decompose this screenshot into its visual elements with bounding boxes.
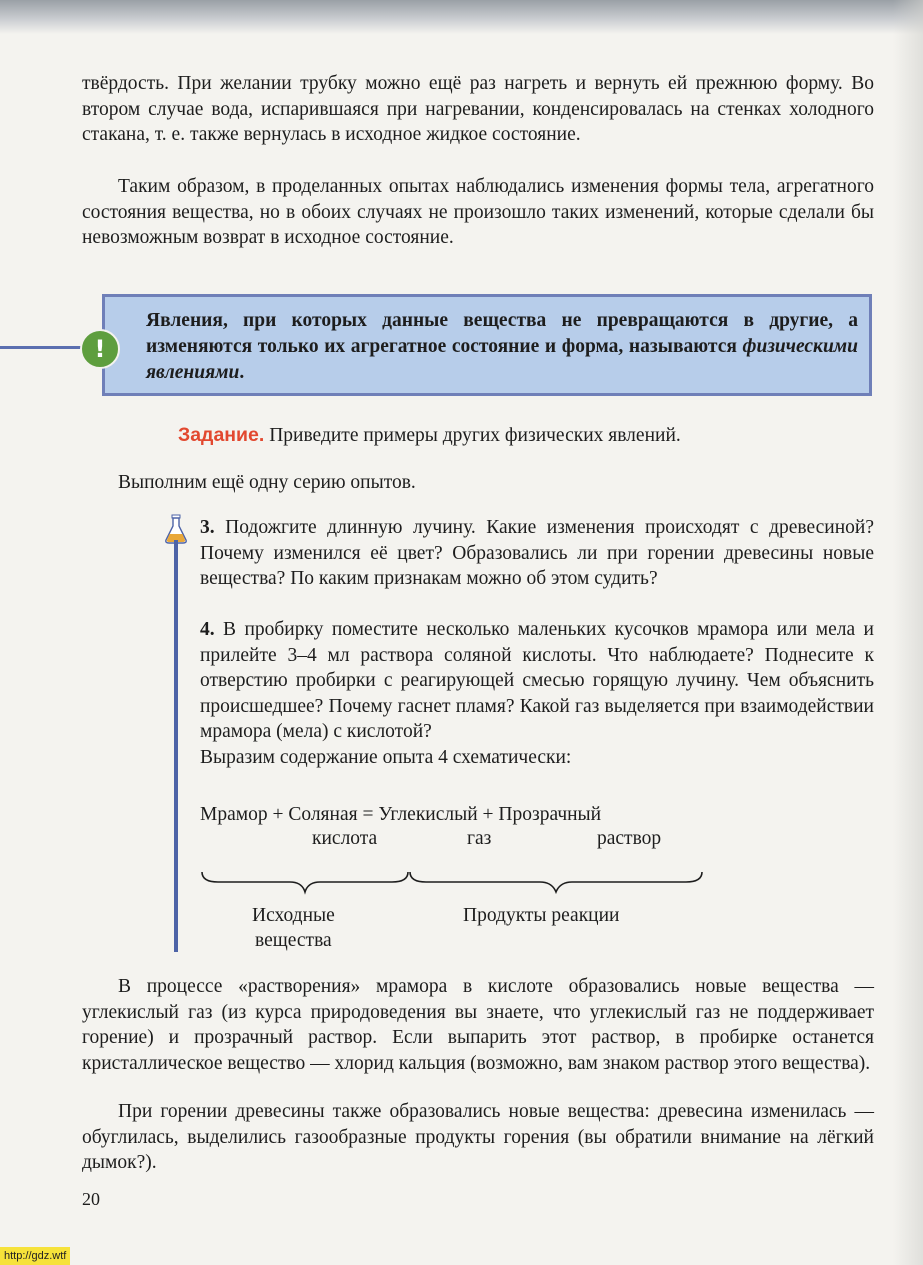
definition-end: . bbox=[239, 362, 245, 383]
paragraph-4: При горении древесины также образовались новые вещества: древесина изменилась — обуглилась, выделились газообразные продукты горения (вы обратили внимание на лёгкий дымок?). bbox=[82, 1101, 874, 1174]
watermark-link[interactable]: http://gdz.wtf bbox=[0, 1247, 70, 1265]
scheme-intro: Выразим содержание опыта 4 схематически: bbox=[200, 747, 572, 768]
reaction-equation: Мрамор + Соляная = Углекислый + Прозрачный bbox=[200, 804, 602, 825]
reaction-sub-kislota: кислота bbox=[312, 828, 378, 849]
exclamation-icon: ! bbox=[80, 329, 120, 369]
reaction-sub-rastvor: раствор bbox=[597, 828, 662, 849]
page-top-edge bbox=[0, 0, 923, 34]
reactants-label-line2: вещества bbox=[255, 930, 332, 951]
definition-main: Явления, при которых данные вещества не превращаются в другие, а изменяются только их агрегатное состояние и форма, называются bbox=[146, 310, 858, 357]
experiment-4-text: В пробирку поместите несколько маленьких кусочков мрамора или мела и прилейте 3–4 мл раствора соляной кислоты. Что наблюдаете? Поднесите к отверстию пробирки с реагирующей смесью горящую лучину. Чем объяснить происшедшее? Почему гаснет пламя? Какой газ выделяется при взаимодействии мрамора (мела) с кислотой? bbox=[200, 619, 874, 743]
reaction-sub-gaz: газ bbox=[467, 828, 492, 849]
task-text: Приведите примеры других физических явлений. bbox=[264, 425, 681, 446]
products-label: Продукты реакции bbox=[463, 905, 620, 926]
page-number: 20 bbox=[82, 1189, 100, 1209]
paragraph-2: Таким образом, в проделанных опытах наблюдались изменения формы тела, агрегатного состояния вещества, но в обоих случаях не произошло таких изменений, которые сделали бы невозможным возврат в исходное состояние. bbox=[82, 176, 874, 249]
experiment-3-number: 3. bbox=[200, 517, 215, 538]
callout-pointer-line bbox=[0, 346, 92, 349]
experiment-4 bbox=[200, 617, 874, 745]
reactants-label-line1: Исходные bbox=[252, 905, 335, 926]
task-line bbox=[178, 422, 681, 449]
task-label: Задание. bbox=[178, 424, 265, 446]
experiment-3 bbox=[200, 515, 874, 592]
definition-term: физическими явлениями bbox=[146, 336, 858, 383]
definition-text bbox=[146, 308, 858, 386]
experiment-4-number: 4. bbox=[200, 619, 215, 640]
experiment-side-bar bbox=[174, 540, 178, 952]
paragraph-1: твёрдость. При желании трубку можно ещё раз нагреть и вернуть ей прежнюю форму. Во втором случае вода, испарившаяся при нагревании, конденсировалась на стенках холодного стакана, т. е. также вернулась в исходное жидкое состояние. bbox=[82, 73, 874, 146]
page-right-shade bbox=[893, 0, 923, 1265]
reactants-brace bbox=[200, 868, 410, 896]
series-intro: Выполним ещё одну серию опытов. bbox=[118, 472, 416, 493]
paragraph-3: В процессе «растворения» мрамора в кислоте образовались новые вещества — углекислый газ (из курса природоведения вы знаете, что углекислый газ не поддерживает горение) и прозрачный раствор. Если выпарить этот раствор, в пробирке останется кристаллическое вещество — хлорид кальция (возможно, вам знаком раствор этого вещества). bbox=[82, 976, 874, 1074]
products-brace bbox=[408, 868, 704, 896]
experiment-3-text: Подожгите длинную лучину. Какие изменения происходят с древесиной? Почему изменился её цвет? Образовались ли при горении древесины новые вещества? По каким признакам можно об этом судить? bbox=[200, 517, 874, 590]
